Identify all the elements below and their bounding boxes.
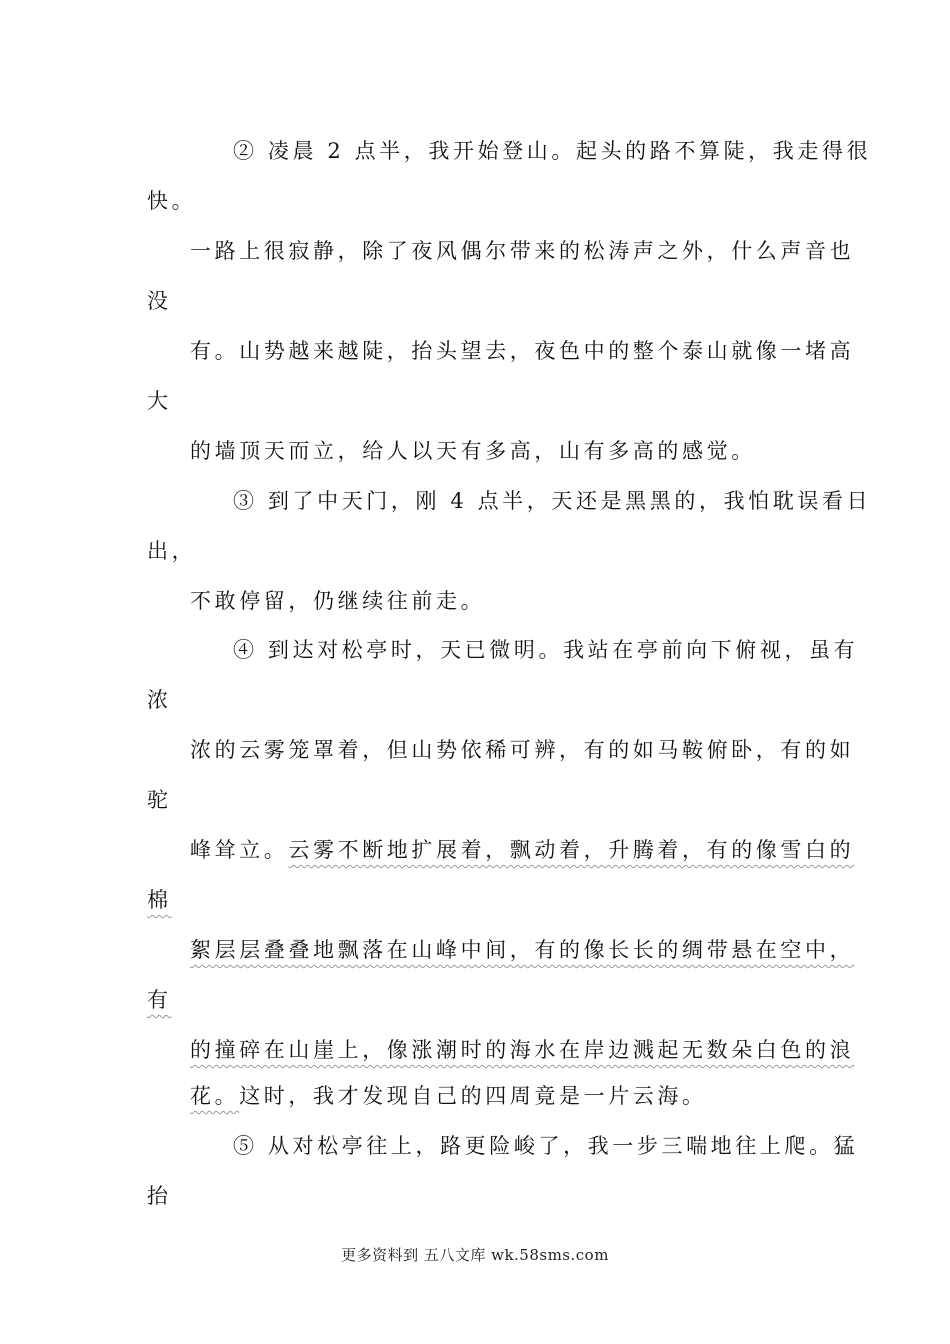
paragraph-4-line-8 (147, 986, 172, 1014)
paragraph-3-line-1: ③ 到了中天门，刚 4 点半，天还是黑黑的，我怕耽误看日 (233, 489, 872, 513)
paragraph-4-line-5 (190, 836, 854, 864)
paragraph-2-line-3: 一路上很寂静，除了夜风偶尔带来的松涛声之外，什么声音也 (190, 239, 855, 263)
paragraph-4-line-10 (190, 1082, 707, 1110)
paragraph-4-line-6-underlined: 棉 (147, 888, 172, 912)
paragraph-4-line-9 (190, 1036, 854, 1064)
paragraph-3-line-2: 出， (147, 539, 197, 563)
paragraph-2-line-4: 没 (147, 289, 172, 313)
paragraph-4-line-2: 浓 (147, 688, 172, 712)
paragraph-4-line-1: ④ 到达对松亭时，天已微明。我站在亭前向下俯视，虽有 (233, 638, 859, 662)
paragraph-4-line-10-underlined: 花。 (190, 1084, 240, 1108)
paragraph-2-line-1: ② 凌晨 2 点半，我开始登山。起头的路不算陡，我走得很 (233, 139, 872, 163)
paragraph-3-line-3: 不敢停留，仍继续往前走。 (190, 589, 486, 613)
paragraph-4-line-5-plain: 峰耸立。 (190, 838, 289, 862)
paragraph-4-line-7-underlined: 絮层层叠叠地飘落在山峰中间，有的像长长的绸带悬在空中， (190, 938, 855, 962)
paragraph-2-line-2: 快。 (147, 189, 197, 213)
paragraph-4-line-8-underlined: 有 (147, 988, 172, 1012)
paragraph-4-line-4: 驼 (147, 788, 172, 812)
paragraph-2-line-7: 的墙顶天而立，给人以天有多高，山有多高的感觉。 (190, 439, 756, 463)
paragraph-5-line-2: 抬 (147, 1184, 172, 1208)
paragraph-4-line-6 (147, 886, 172, 914)
paragraph-2-line-5: 有。山势越来越陡，抬头望去，夜色中的整个泰山就像一堵高 (190, 339, 855, 363)
paragraph-5-line-1: ⑤ 从对松亭往上，路更险峻了，我一步三喘地往上爬。猛 (233, 1134, 859, 1158)
paragraph-4-line-10-plain: 这时，我才发现自己的四周竟是一片云海。 (239, 1084, 707, 1108)
paragraph-2-line-6: 大 (147, 389, 172, 413)
paragraph-4-line-9-underlined: 的撞碎在山崖上，像涨潮时的海水在岸边溅起无数朵白色的浪 (190, 1038, 855, 1062)
paragraph-4-line-7 (190, 936, 854, 964)
footer-watermark-text: 更多资料到 五八文库 wk.58sms.com (341, 1246, 609, 1264)
paragraph-4-line-3: 浓的云雾笼罩着，但山势依稀可辨，有的如马鞍俯卧，有的如 (190, 738, 855, 762)
paragraph-4-line-5-underlined: 云雾不断地扩展着，飘动着，升腾着，有的像雪白的 (288, 838, 855, 862)
